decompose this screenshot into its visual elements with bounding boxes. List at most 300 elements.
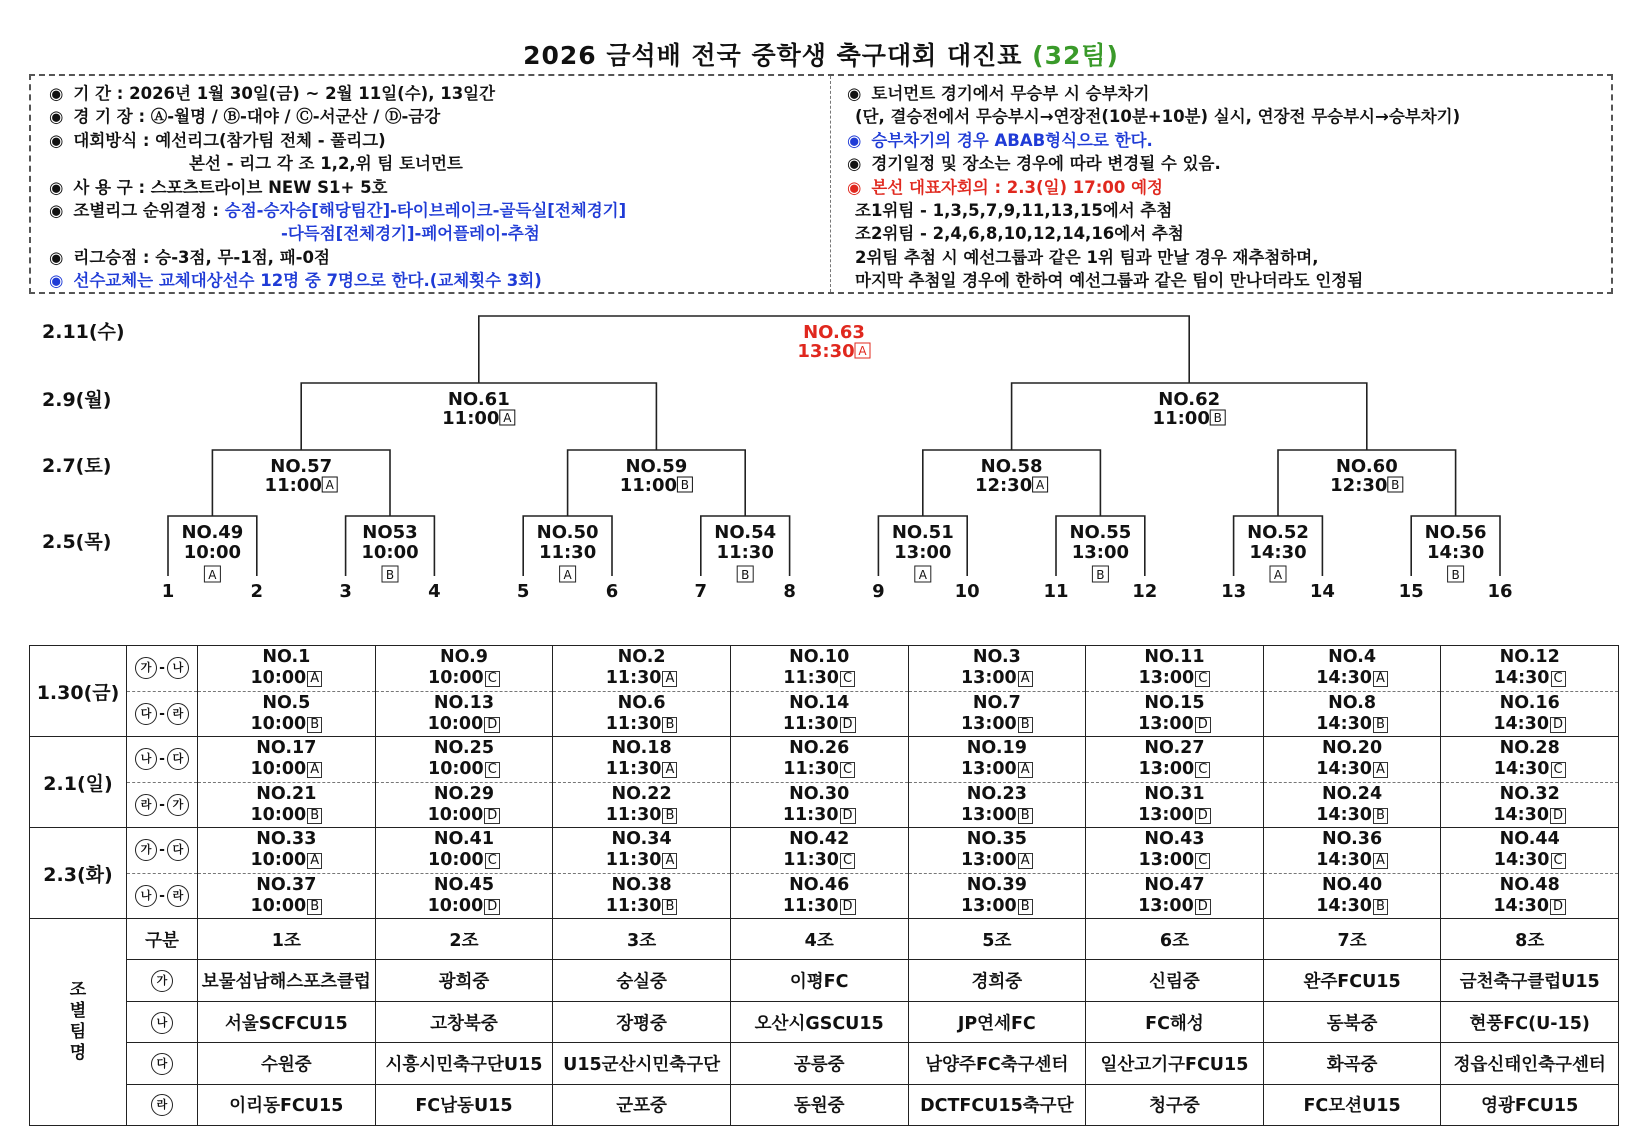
info-line bbox=[847, 129, 1611, 152]
venue-box-icon: D bbox=[840, 899, 856, 915]
schedule-table bbox=[29, 645, 1619, 1126]
title-team-count: (32팀) bbox=[1032, 41, 1119, 70]
venue-box-icon: A bbox=[662, 853, 677, 869]
match-time: 10:00 bbox=[250, 850, 307, 871]
team-name: 화곡중 bbox=[1263, 1043, 1441, 1084]
team-row-mark bbox=[127, 1084, 198, 1125]
info-line bbox=[49, 269, 830, 292]
schedule-match-cell bbox=[375, 691, 553, 737]
schedule-match-cell bbox=[375, 782, 553, 828]
schedule-row bbox=[30, 691, 1619, 737]
venue-box-icon: C bbox=[840, 762, 855, 778]
venue-box-icon: A bbox=[1373, 853, 1388, 869]
team-names-side-label bbox=[30, 919, 127, 1126]
match-time: 13:00 bbox=[960, 804, 1017, 825]
schedule-row bbox=[30, 828, 1619, 874]
info-line-text: 사 용 구 : 스포츠트라이브 NEW S1+ 5호 bbox=[73, 177, 388, 197]
match-number: NO.37 bbox=[256, 874, 317, 895]
schedule-match-cell bbox=[908, 691, 1086, 737]
bullet-icon: ◉ bbox=[49, 271, 64, 291]
match-time-line bbox=[198, 759, 375, 780]
r16-match-venue: A bbox=[918, 568, 927, 582]
bracket-slot-number: 4 bbox=[428, 581, 441, 602]
matchup-pair bbox=[127, 782, 198, 828]
info-line-text: 경 기 장 : Ⓐ-월명 / Ⓑ-대야 / Ⓒ-서군산 / Ⓓ-금강 bbox=[73, 107, 441, 127]
schedule-match-cell bbox=[198, 646, 376, 692]
group-mark-icon: 다 bbox=[167, 748, 189, 770]
venue-box-icon: A bbox=[1373, 762, 1388, 778]
match-time-line bbox=[909, 714, 1086, 735]
r16-match-venue: B bbox=[741, 568, 750, 582]
match-time: 14:30 bbox=[1493, 668, 1550, 689]
info-line-text: 토너먼트 경기에서 무승부 시 승부차기 bbox=[871, 84, 1150, 103]
schedule-match-cell bbox=[1263, 691, 1441, 737]
info-left-column bbox=[31, 76, 831, 292]
group-header: 6조 bbox=[1086, 919, 1264, 960]
match-time-line bbox=[731, 714, 908, 735]
matchup-pair bbox=[127, 691, 198, 737]
match-number: NO.35 bbox=[966, 829, 1027, 850]
group-header: 4조 bbox=[730, 919, 908, 960]
r16-match-time: 13:00 bbox=[894, 542, 952, 563]
match-number: NO.18 bbox=[611, 738, 672, 759]
match-time: 13:00 bbox=[1138, 759, 1195, 780]
match-number: NO.8 bbox=[1328, 692, 1377, 713]
match-time-line bbox=[553, 668, 730, 689]
venue-box-icon: C bbox=[485, 762, 500, 778]
match-time-line bbox=[1086, 668, 1263, 689]
match-time-line bbox=[1441, 714, 1618, 735]
match-time: 14:30 bbox=[1316, 850, 1372, 871]
bracket-slot-number: 13 bbox=[1221, 581, 1247, 602]
team-name: 이리동FCU15 bbox=[198, 1084, 376, 1125]
info-right-column bbox=[831, 76, 1611, 292]
team-name: 청구중 bbox=[1086, 1084, 1264, 1125]
team-row bbox=[30, 1001, 1619, 1042]
bullet-icon: ◉ bbox=[49, 107, 64, 127]
team-row-mark bbox=[127, 1043, 198, 1084]
schedule-match-cell bbox=[1086, 828, 1264, 874]
venue-box-icon: D bbox=[840, 717, 856, 733]
venue-box-icon: A bbox=[307, 671, 322, 687]
match-number: NO.44 bbox=[1499, 829, 1560, 850]
schedule-match-cell bbox=[1441, 646, 1619, 692]
info-line-label: 조별리그 순위결정 : bbox=[73, 201, 225, 221]
venue-box-icon: A bbox=[1018, 762, 1033, 778]
match-number: NO.24 bbox=[1321, 783, 1383, 804]
venue-box-icon: D bbox=[840, 808, 856, 824]
match-time-line bbox=[1441, 805, 1618, 826]
team-name: 금천축구클럽U15 bbox=[1441, 960, 1619, 1001]
team-name: 신림중 bbox=[1086, 960, 1264, 1001]
info-line bbox=[847, 269, 1611, 292]
schedule-match-cell bbox=[1441, 873, 1619, 919]
match-time: 10:00 bbox=[250, 804, 307, 825]
venue-box-icon: A bbox=[307, 762, 322, 778]
match-time-line bbox=[1441, 759, 1618, 780]
matchup-pair-marks bbox=[135, 885, 189, 907]
quarter-match-time: 12:30 bbox=[974, 475, 1033, 496]
match-number: NO.15 bbox=[1144, 692, 1205, 713]
schedule-match-cell bbox=[1441, 691, 1619, 737]
match-time-line bbox=[909, 668, 1086, 689]
venue-box-icon: C bbox=[485, 853, 500, 869]
match-time: 11:30 bbox=[783, 668, 839, 689]
match-time: 14:30 bbox=[1493, 850, 1550, 871]
team-name: 광희중 bbox=[375, 960, 553, 1001]
match-number: NO.41 bbox=[433, 829, 494, 850]
bracket-slot-number: 14 bbox=[1309, 581, 1335, 602]
round-date-label: 2.7(토) bbox=[42, 455, 112, 477]
venue-box-icon: B bbox=[307, 717, 322, 733]
match-time-line bbox=[198, 850, 375, 871]
group-mark-icon: 가 bbox=[135, 839, 157, 861]
r16-match-time: 14:30 bbox=[1249, 542, 1307, 563]
r16-match-time: 10:00 bbox=[183, 542, 242, 563]
group-header: 3조 bbox=[553, 919, 731, 960]
bullet-icon: ◉ bbox=[847, 154, 862, 174]
info-line: -다득점[전체경기]-페어플레이-추첨 bbox=[281, 224, 540, 244]
schedule-match-cell bbox=[1441, 737, 1619, 783]
match-time: 11:30 bbox=[605, 804, 662, 825]
venue-box-icon: D bbox=[484, 899, 500, 915]
match-time: 13:00 bbox=[960, 895, 1017, 916]
info-line-text: 마지막 추첨일 경우에 한하여 예선그룹과 같은 팀이 만나더라도 인정됨 bbox=[855, 271, 1364, 291]
bracket-slot-number: 1 bbox=[161, 581, 175, 602]
info-line-value: 승점-승자승[해당팀간]-타이브레이크-골득실[전체경기] bbox=[224, 201, 627, 221]
match-number: NO.40 bbox=[1321, 874, 1383, 895]
schedule-date: 1.30(금) bbox=[30, 646, 127, 737]
venue-box-icon: D bbox=[1195, 899, 1211, 915]
r16-match-time: 11:30 bbox=[716, 542, 774, 563]
info-line bbox=[49, 129, 830, 152]
match-time: 13:00 bbox=[1138, 804, 1194, 825]
schedule-match-cell bbox=[375, 873, 553, 919]
venue-box-icon: A bbox=[1018, 853, 1033, 869]
team-row bbox=[30, 960, 1619, 1001]
tournament-bracket bbox=[0, 300, 1642, 620]
matchup-dash: - bbox=[159, 751, 165, 768]
venue-box-icon: C bbox=[1195, 671, 1210, 687]
schedule-match-cell bbox=[1086, 646, 1264, 692]
match-number: NO.6 bbox=[617, 692, 666, 713]
venue-box-icon: D bbox=[1550, 899, 1566, 915]
match-number: NO.22 bbox=[611, 783, 672, 804]
info-line bbox=[49, 82, 830, 105]
venue-box-icon: D bbox=[484, 808, 500, 824]
r16-match-number: NO.50 bbox=[536, 522, 599, 543]
match-number: NO.26 bbox=[789, 738, 850, 759]
schedule-match-cell bbox=[553, 828, 731, 874]
r16-match-venue: A bbox=[208, 568, 217, 582]
match-time: 14:30 bbox=[1493, 895, 1550, 916]
schedule-row bbox=[30, 873, 1619, 919]
match-time: 11:30 bbox=[605, 895, 662, 916]
schedule-match-cell bbox=[908, 873, 1086, 919]
match-time: 13:00 bbox=[961, 759, 1017, 780]
team-row-mark bbox=[127, 960, 198, 1001]
match-time-line bbox=[731, 759, 908, 780]
match-number: NO.28 bbox=[1499, 738, 1560, 759]
quarter-match-number: NO.59 bbox=[625, 456, 688, 477]
r16-match-number: NO.55 bbox=[1069, 522, 1132, 543]
team-name: 경희중 bbox=[908, 960, 1086, 1001]
schedule-match-cell bbox=[553, 646, 731, 692]
info-line bbox=[847, 82, 1611, 105]
r16-match-number: NO.51 bbox=[891, 522, 954, 543]
match-time: 11:30 bbox=[783, 850, 839, 871]
info-line bbox=[49, 246, 830, 269]
venue-box-icon: B bbox=[307, 808, 322, 824]
bracket-slot-number: 10 bbox=[954, 581, 980, 602]
info-line bbox=[847, 105, 1611, 128]
match-time: 13:00 bbox=[1138, 895, 1194, 916]
match-time-line bbox=[731, 805, 908, 826]
match-number: NO.36 bbox=[1321, 829, 1383, 850]
match-number: NO.1 bbox=[262, 647, 311, 668]
venue-box-icon: D bbox=[1550, 717, 1566, 733]
bracket-slot-number: 11 bbox=[1043, 581, 1069, 602]
venue-box-icon: B bbox=[662, 717, 677, 733]
bullet-icon: ◉ bbox=[847, 84, 862, 103]
r16-match-venue: A bbox=[1273, 568, 1283, 582]
match-number: NO.23 bbox=[966, 783, 1027, 804]
side-label-char: 별 bbox=[69, 1001, 87, 1022]
match-time: 13:00 bbox=[1138, 668, 1195, 689]
quarter-match-time: 12:30 bbox=[1330, 475, 1388, 496]
match-time-line bbox=[909, 759, 1086, 780]
group-mark-icon: 라 bbox=[151, 1094, 173, 1116]
match-number: NO.4 bbox=[1328, 647, 1377, 668]
match-time: 14:30 bbox=[1316, 804, 1372, 825]
match-time: 11:30 bbox=[605, 759, 662, 780]
match-time: 10:00 bbox=[428, 668, 484, 689]
match-number: NO.10 bbox=[789, 647, 850, 668]
team-name: U15군산시민축구단 bbox=[553, 1043, 731, 1084]
match-time: 14:30 bbox=[1316, 713, 1372, 734]
quarter-match-time: 11:00 bbox=[619, 475, 678, 496]
bracket-slot-number: 9 bbox=[872, 581, 885, 602]
schedule-match-cell bbox=[553, 691, 731, 737]
schedule-match-cell bbox=[1086, 782, 1264, 828]
group-header: 1조 bbox=[198, 919, 376, 960]
venue-box-icon: A bbox=[307, 853, 322, 869]
venue-box-icon: B bbox=[1373, 717, 1388, 733]
semi-match-time: 11:00 bbox=[1152, 408, 1210, 429]
team-name: FC남동U15 bbox=[375, 1084, 553, 1125]
team-name: 시흥시민축구단U15 bbox=[375, 1043, 553, 1084]
match-time-line bbox=[731, 850, 908, 871]
schedule-match-cell bbox=[375, 737, 553, 783]
match-time-line bbox=[1086, 805, 1263, 826]
match-number: NO.29 bbox=[433, 783, 494, 804]
schedule-match-cell bbox=[908, 782, 1086, 828]
info-line-text: 본선 대표자회의 : 2.3(일) 17:00 예정 bbox=[871, 177, 1163, 197]
matchup-pair bbox=[127, 873, 198, 919]
matchup-pair bbox=[127, 737, 198, 783]
venue-box-icon: A bbox=[662, 762, 677, 778]
match-time: 13:00 bbox=[961, 668, 1017, 689]
teams-header-row bbox=[30, 919, 1619, 960]
match-number: NO.2 bbox=[617, 647, 666, 668]
schedule-match-cell bbox=[375, 646, 553, 692]
match-time-line bbox=[1264, 759, 1441, 780]
info-line bbox=[847, 152, 1611, 175]
bracket-slot-number: 16 bbox=[1487, 581, 1513, 602]
match-time: 11:30 bbox=[605, 668, 662, 689]
schedule-match-cell bbox=[730, 646, 908, 692]
match-time-line bbox=[1086, 714, 1263, 735]
match-time-line bbox=[1264, 714, 1441, 735]
r16-match-number: NO.56 bbox=[1424, 522, 1487, 543]
page-title bbox=[0, 36, 1642, 72]
match-time: 13:00 bbox=[1138, 713, 1194, 734]
match-time: 10:00 bbox=[250, 895, 307, 916]
match-time: 11:30 bbox=[783, 759, 839, 780]
matchup-pair bbox=[127, 828, 198, 874]
team-name: 남양주FC축구센터 bbox=[908, 1043, 1086, 1084]
r16-match-venue: B bbox=[1451, 568, 1460, 582]
match-number: NO.19 bbox=[966, 738, 1027, 759]
match-time-line bbox=[376, 759, 553, 780]
team-name: FC해성 bbox=[1086, 1001, 1264, 1042]
info-line-text: 2위팀 추첨 시 예선그룹과 같은 1위 팀과 만날 경우 재추첨하며, bbox=[855, 247, 1319, 267]
venue-box-icon: B bbox=[1018, 808, 1033, 824]
match-time-line bbox=[376, 805, 553, 826]
venue-box-icon: B bbox=[307, 899, 322, 915]
schedule-match-cell bbox=[1086, 873, 1264, 919]
bracket-slot-number: 2 bbox=[250, 581, 264, 602]
venue-box-icon: C bbox=[1195, 762, 1210, 778]
match-number: NO.42 bbox=[789, 829, 850, 850]
venue-box-icon: A bbox=[662, 671, 677, 687]
info-line bbox=[49, 199, 830, 222]
bullet-icon: ◉ bbox=[49, 201, 64, 221]
info-line-text: 선수교체는 교체대상선수 12명 중 7명으로 한다.(교체횟수 3회) bbox=[73, 271, 542, 291]
match-time-line bbox=[909, 805, 1086, 826]
schedule-match-cell bbox=[1086, 737, 1264, 783]
quarter-match-venue: B bbox=[680, 478, 690, 492]
match-time-line bbox=[198, 896, 375, 917]
semi-match-time: 11:00 bbox=[442, 408, 500, 429]
team-name: 동북중 bbox=[1263, 1001, 1441, 1042]
teams-header-label: 구분 bbox=[127, 919, 198, 960]
match-time: 11:30 bbox=[782, 804, 839, 825]
match-number: NO.32 bbox=[1499, 783, 1560, 804]
match-time: 14:30 bbox=[1316, 895, 1372, 916]
bullet-icon: ◉ bbox=[49, 177, 64, 197]
quarter-match-venue: A bbox=[325, 478, 334, 492]
schedule-date: 2.1(일) bbox=[30, 737, 127, 828]
match-number: NO.21 bbox=[256, 783, 317, 804]
matchup-dash: - bbox=[159, 796, 165, 813]
match-time-line bbox=[376, 896, 553, 917]
match-time: 11:30 bbox=[605, 713, 662, 734]
venue-box-icon: C bbox=[840, 853, 855, 869]
schedule-match-cell bbox=[198, 873, 376, 919]
group-mark-icon: 다 bbox=[135, 703, 157, 725]
team-name: 숭실중 bbox=[553, 960, 731, 1001]
bracket-slot-number: 5 bbox=[516, 581, 530, 602]
schedule-row bbox=[30, 737, 1619, 783]
semi-match-venue: A bbox=[503, 411, 512, 425]
quarter-match-number: NO.60 bbox=[1335, 456, 1398, 477]
schedule-row bbox=[30, 646, 1619, 692]
match-number: NO.34 bbox=[611, 829, 672, 850]
match-time-line bbox=[553, 714, 730, 735]
match-number: NO.31 bbox=[1144, 783, 1205, 804]
team-name: 장평중 bbox=[553, 1001, 731, 1042]
venue-box-icon: B bbox=[662, 808, 677, 824]
team-name: 완주FCU15 bbox=[1263, 960, 1441, 1001]
matchup-pair bbox=[127, 646, 198, 692]
team-name: 오산시GSCU15 bbox=[730, 1001, 908, 1042]
group-mark-icon: 나 bbox=[135, 885, 157, 907]
group-mark-icon: 라 bbox=[135, 794, 157, 816]
team-name: DCTFCU15축구단 bbox=[908, 1084, 1086, 1125]
group-mark-icon: 나 bbox=[151, 1012, 173, 1034]
matchup-pair-marks bbox=[135, 839, 189, 861]
round-date-label: 2.11(수) bbox=[42, 321, 125, 343]
match-number: NO.25 bbox=[433, 738, 494, 759]
schedule-match-cell bbox=[1263, 646, 1441, 692]
info-line bbox=[847, 176, 1611, 199]
semi-match-number: NO.61 bbox=[447, 389, 510, 410]
matchup-dash: - bbox=[159, 842, 165, 859]
team-name: 서울SCFCU15 bbox=[198, 1001, 376, 1042]
bullet-icon: ◉ bbox=[847, 177, 862, 197]
match-time: 14:30 bbox=[1493, 759, 1550, 780]
schedule-match-cell bbox=[730, 873, 908, 919]
team-row bbox=[30, 1043, 1619, 1084]
team-name: 일산고기구FCU15 bbox=[1086, 1043, 1264, 1084]
schedule-match-cell bbox=[1263, 782, 1441, 828]
info-line bbox=[49, 105, 830, 128]
venue-box-icon: B bbox=[1018, 899, 1033, 915]
match-time-line bbox=[553, 896, 730, 917]
match-number: NO.14 bbox=[789, 692, 850, 713]
match-time: 11:30 bbox=[782, 713, 839, 734]
r16-match-time: 14:30 bbox=[1426, 542, 1485, 563]
group-mark-icon: 라 bbox=[167, 885, 189, 907]
r16-match-number: NO.54 bbox=[714, 522, 777, 543]
venue-box-icon: B bbox=[1018, 717, 1033, 733]
schedule-date: 2.3(화) bbox=[30, 828, 127, 919]
team-name: 정읍신태인축구센터 bbox=[1441, 1043, 1619, 1084]
schedule-match-cell bbox=[1441, 782, 1619, 828]
round-date-label: 2.5(목) bbox=[42, 531, 112, 553]
info-line: 본선 - 리그 각 조 1,2,위 팀 토너먼트 bbox=[189, 154, 463, 174]
match-number: NO.30 bbox=[789, 783, 850, 804]
side-label-char: 명 bbox=[69, 1043, 87, 1064]
info-line-text: (단, 결승전에서 무승부시→연장전(10분+10분) 실시, 연장전 무승부시→승부차기) bbox=[855, 107, 1461, 127]
bullet-icon: ◉ bbox=[847, 130, 862, 150]
match-time-line bbox=[909, 850, 1086, 871]
venue-box-icon: B bbox=[662, 899, 677, 915]
quarter-match-number: NO.57 bbox=[270, 456, 333, 477]
schedule-match-cell bbox=[198, 828, 376, 874]
bracket-slot-number: 7 bbox=[694, 581, 708, 602]
schedule-row bbox=[30, 782, 1619, 828]
match-time-line bbox=[553, 759, 730, 780]
team-row bbox=[30, 1084, 1619, 1125]
r16-match-time: 13:00 bbox=[1071, 542, 1130, 563]
match-time-line bbox=[909, 896, 1086, 917]
bullet-icon: ◉ bbox=[49, 84, 64, 103]
match-number: NO.3 bbox=[972, 647, 1021, 668]
group-mark-icon: 나 bbox=[167, 657, 189, 679]
info-line-text: 리그승점 : 승-3점, 무-1점, 패-0점 bbox=[73, 247, 330, 267]
